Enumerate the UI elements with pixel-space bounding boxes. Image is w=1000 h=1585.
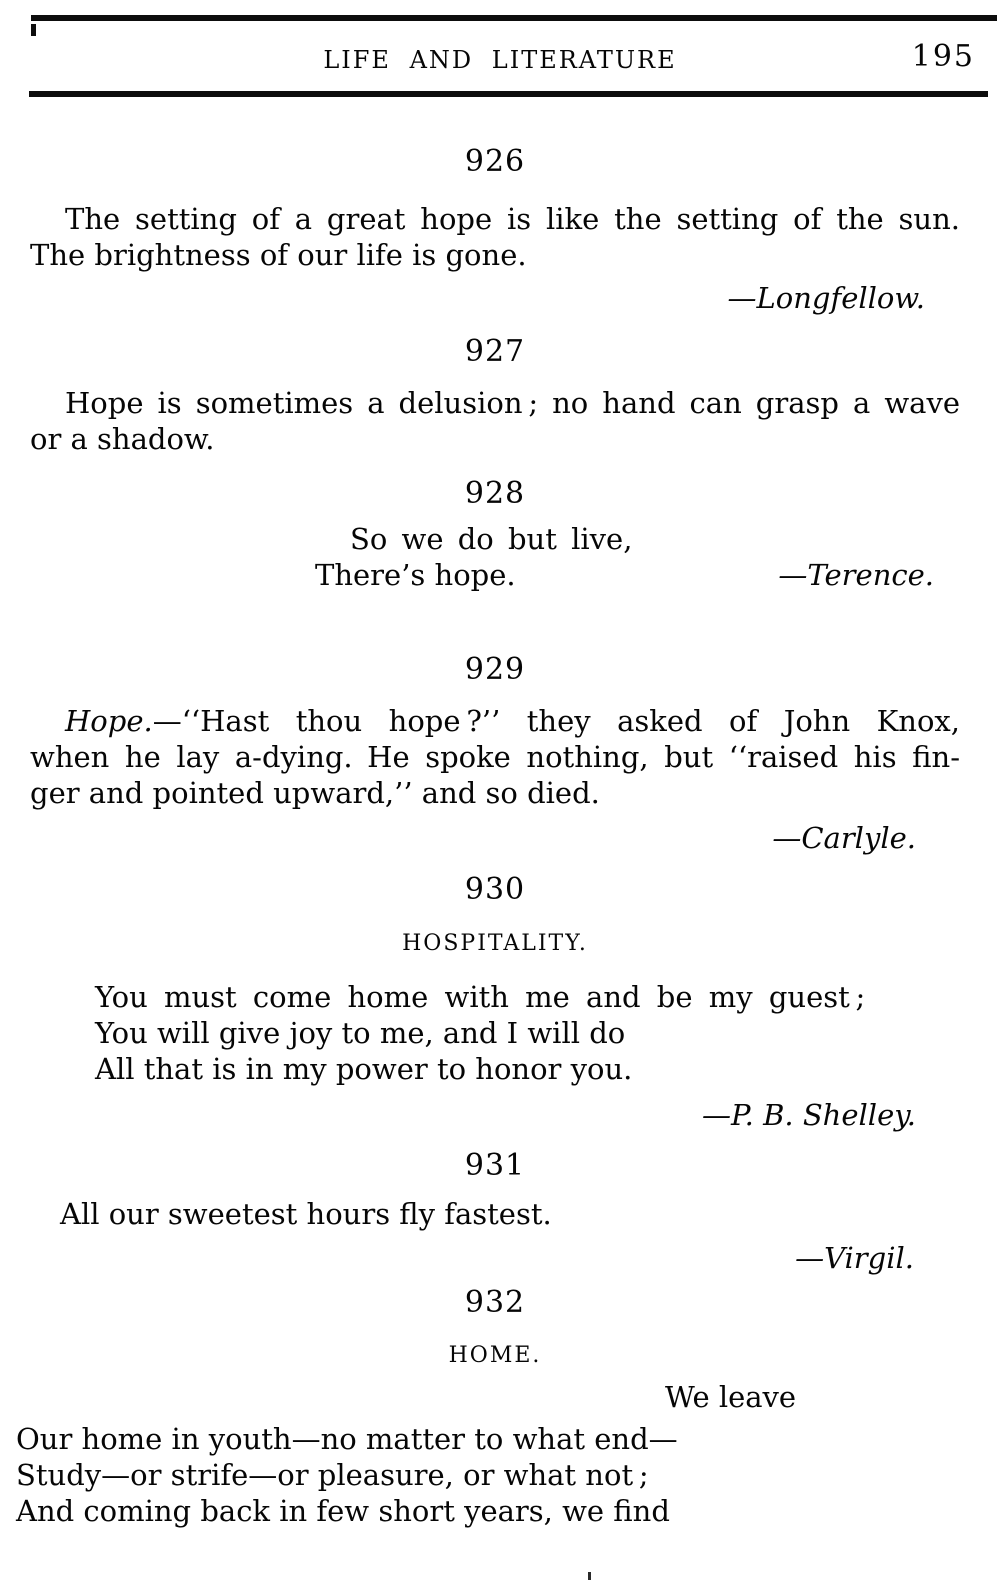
top-rule: [31, 15, 997, 21]
verse-line: There’s hope.: [315, 558, 516, 592]
quote-attribution: —Longfellow.: [727, 281, 925, 315]
running-head: [0, 39, 1000, 80]
quote-number: 932: [464, 1285, 526, 1320]
quote-line: The setting of a great hope is like the setting of the sun.: [65, 202, 960, 236]
quote-line-rest: —‘‘Hast thou hope ?’’ they asked of John Knox,: [152, 704, 960, 738]
scan-artifact-speck: [588, 1572, 591, 1580]
verse-line: You will give joy to me, and I will do: [95, 1016, 626, 1050]
quote-line: [30, 703, 960, 739]
scan-artifact-tick: [31, 24, 36, 36]
quote-line: The brightness of our life is gone.: [30, 238, 527, 272]
book-page: [0, 15, 1000, 1529]
page-content: [0, 145, 1000, 1529]
quote-929: [30, 703, 960, 855]
verse-intro: We leave: [665, 1380, 797, 1414]
quote-930: [30, 931, 960, 1132]
header-rule: [29, 91, 988, 97]
quote-number: 929: [464, 652, 526, 687]
quote-number: 928: [464, 476, 526, 511]
verse-line-with-attribution: [30, 557, 960, 593]
quote-attribution: —Carlyle.: [772, 821, 916, 855]
quote-number: 926: [464, 144, 526, 179]
verse-line: Our home in youth—no matter to what end—: [16, 1422, 678, 1456]
quote-line: ger and pointed upward,’’ and so died.: [30, 776, 600, 810]
quote-attribution: —Virgil.: [795, 1241, 914, 1275]
section-heading: HOME.: [448, 1343, 542, 1368]
quote-931: [30, 1196, 960, 1275]
quote-attribution: —Terence.: [778, 558, 934, 592]
quote-attribution: —P. B. Shelley.: [702, 1098, 916, 1132]
page-number: 195: [911, 39, 975, 74]
quote-number: 927: [464, 334, 526, 369]
quote-932: [16, 1343, 960, 1529]
quote-928: [30, 521, 960, 593]
section-heading: HOSPITALITY.: [402, 931, 588, 956]
quote-line: or a shadow.: [30, 422, 215, 456]
quote-line: Hope is sometimes a delusion ; no hand can grasp a wave: [65, 386, 960, 420]
verse-line: All that is in my power to honor you.: [95, 1052, 633, 1086]
quote-number: 930: [464, 872, 526, 907]
quote-line: when he lay a-dying. He spoke nothing, but ‘‘raised his fin-: [30, 740, 960, 774]
verse-line: And coming back in few short years, we find: [16, 1494, 670, 1528]
quote-line: All our sweetest hours fly fastest.: [60, 1197, 552, 1231]
quote-number: 931: [464, 1148, 526, 1183]
quote-926: [30, 201, 960, 315]
verse-line: You must come home with me and be my guest ;: [95, 980, 866, 1014]
page-title: LIFE AND LITERATURE: [323, 46, 677, 74]
verse-line: Study—or strife—or pleasure, or what not ;: [16, 1458, 649, 1492]
quote-lead-word: Hope.: [65, 704, 153, 738]
quote-927: [30, 385, 960, 457]
verse-line: So we do but live,: [350, 522, 633, 556]
